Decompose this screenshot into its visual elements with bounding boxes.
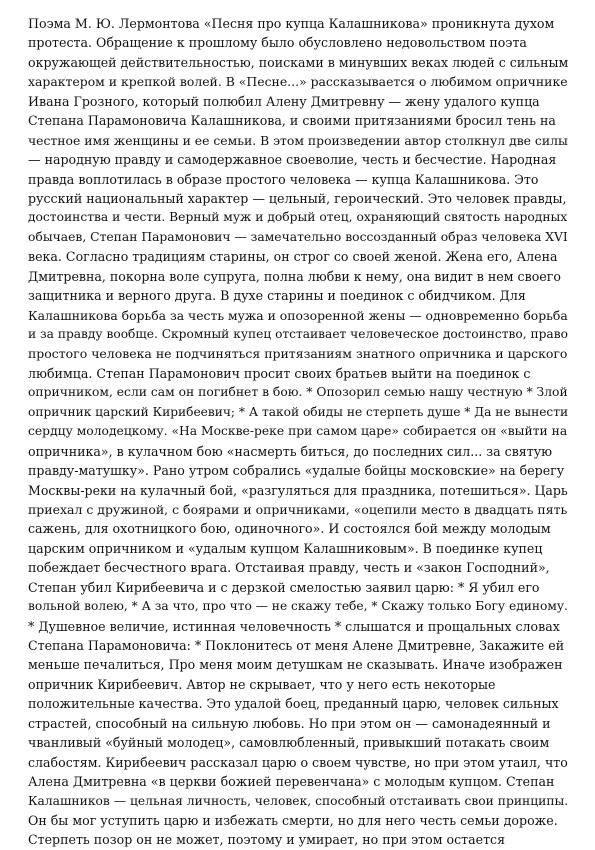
text-line: русский национальный характер — цельный, героический. Это человек правды, xyxy=(28,190,567,206)
text-line: страстей, способный на сильную любовь. Но при этом он — самонадеянный и xyxy=(28,715,551,731)
text-line: Степана Парамоновича Калашникова, и своими притязаниями бросил тень на xyxy=(28,113,556,129)
text-line: окружающей действительностью, поисками в минувших веках людей с сильным xyxy=(28,54,569,70)
text-line: побеждает бесчестного врага. Отстаивая правду, честь и «закон Господний», xyxy=(28,560,550,576)
text-line: сердцу молодецкому. «На Москве-реке при самом царе» собирается он «выйти на xyxy=(28,424,568,439)
text-line: обычаев, Степан Парамонович — замечательно воссозданный образ человека XVI xyxy=(28,229,568,244)
text-line: правду-матушку». Рано утром собрались «удалые бойцы московские» на берегу xyxy=(28,463,565,479)
text-line: Поэма М. Ю. Лермонтова «Песня про купца Калашникова» проникнута духом xyxy=(28,16,555,31)
text-line: * Душевное величие, истинная человечность * слышатся и прощальных словах xyxy=(28,618,560,634)
text-line: сажень, для охотницкого бою, одиночного». И состоялся бой между молодым xyxy=(28,521,551,537)
text-line: — народную правду и самодержавное своеволие, честь и бесчестие. Народная xyxy=(28,152,557,168)
text-line: правда воплотилась в образе простого человека — купца Калашникова. Это xyxy=(28,171,539,187)
text-line: простого человека не подчиняться притязаниям знатного опричника и царского xyxy=(28,346,568,362)
essay-text xyxy=(28,14,568,850)
text-line: слабостям. Кирибеевич рассказал царю о своем чувстве, но при этом утаил, что xyxy=(28,754,568,770)
text-line: Степана Парамоновича: * Поклонитесь от меня Алене Дмитревне, Закажите ей xyxy=(28,638,565,653)
text-line: Он бы мог уступить царю и избежать смерти, но для него честь семьи дороже. xyxy=(28,812,558,828)
text-line: приехал с дружиной, с боярами и опричниками, «оцепили место в двадцать пять xyxy=(28,501,568,517)
text-line: Степан убил Кирибеевича и с дерзкой смелостью заявил царю: * Я убил его xyxy=(28,579,540,595)
text-line: Алена Дмитревна «в церкви божией перевенчана» с молодым купцом. Степан xyxy=(28,774,555,790)
text-line: вольной волею, * А за что, про что — не скажу тебе, * Скажу только Богу единому. xyxy=(28,599,568,614)
text-line: века. Согласно традициям старины, он строг со своей женой. Жена его, Алена xyxy=(28,249,558,265)
text-line: защитника и верного друга. В духе старины и поединок с обидчиком. Для xyxy=(28,288,526,304)
text-line: положительные качества. Это удалой боец, преданный царю, человек сильных xyxy=(28,696,559,712)
text-line: Стерпеть позор он не может, поэтому и умирает, но при этом остается xyxy=(28,832,506,848)
text-line: характером и крепкой волей. В «Песне...» рассказывается о любимом опричнике xyxy=(28,74,568,90)
text-line: опричника», в кулачном бою «насмерть биться, до последних сил... за святую xyxy=(28,443,553,459)
text-line: меньше печалиться, Про меня моим детушкам не сказывать. Иначе изображен xyxy=(28,657,563,673)
text-line: и за правду вообще. Скромный купец отстаивает человеческое достоинство, право xyxy=(28,327,568,341)
text-line: опричником, если сам он погибнет в бою. * Опозорил семью нашу честную * Злой xyxy=(28,385,568,400)
text-line: опричник Кирибеевич. Автор не скрывает, что у него есть некоторые xyxy=(28,676,496,692)
text-line: царским опричником и «удалым купцом Калашниковым». В поединке купец xyxy=(28,540,543,556)
text-line: чванливый «буйный молодец», самовлюбленный, привыкший потакать своим xyxy=(28,735,550,751)
text-line: Дмитревна, покорна воле супруга, полна любви к нему, она видит в нем своего xyxy=(28,268,561,284)
text-line: протеста. Обращение к прошлому было обусловлено недовольством поэта xyxy=(28,35,527,51)
text-line: Калашникова борьба за честь мужа и опозоренной жены — одновременно борьба xyxy=(28,307,568,323)
text-line: Ивана Грозного, который полюбил Алену Дмитревну — жену удалого купца xyxy=(28,93,540,109)
text-line: Калашников — цельная личность, человек, способный отстаивать свои принципы. xyxy=(28,793,569,808)
text-line: достоинства и чести. Верный муж и добрый отец, охраняющий святость народных xyxy=(28,210,568,225)
text-line: опричник царский Кирибеевич; * А такой обиды не стерпеть душе * Да не вынести xyxy=(28,404,569,419)
text-line: Москвы-реки на кулачный бой, «разгуляться для праздника, потешиться». Царь xyxy=(28,482,568,498)
text-line: честное имя женщины и ее семьи. В этом произведении автор столкнул две силы xyxy=(28,132,568,148)
text-line: любимца. Степан Парамонович просит своих братьев выйти на поединок с xyxy=(28,365,531,381)
